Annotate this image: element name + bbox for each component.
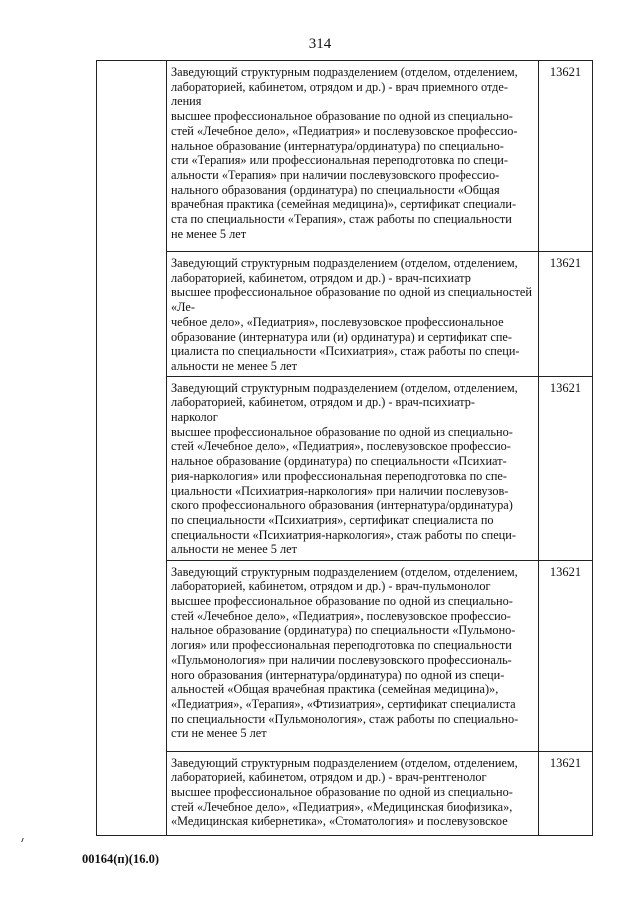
position-code: 13621 <box>549 564 582 579</box>
document-footer-code: 00164(п)(16.0) <box>82 852 159 866</box>
position-code: 13621 <box>549 256 582 270</box>
position-description: Заведующий структурным подразделением (отделом, отделением, лабораторией, кабинетом, отрядом и др.) - врач-психиатр- нарколог высшее профессиональное образование по одной из специально- стей «Лечебное дело», «Педиатрия», послевузовское профессио- нальное образование (ординатура) по специальности «Психиат- рия-наркология» или профессиональная переподготовка по спе- циальности «Психиатрия-наркология» при наличии послевузов- ского профессионального образования (интернатура/ординатура) по специальности «Психиатрия», сертификат специалиста по специальности «Психиатрия-наркология», стаж работы по специ- альности не менее 5 лет <box>171 380 518 557</box>
position-description-cell <box>167 751 539 835</box>
margin-mark <box>21 838 26 842</box>
position-description: Заведующий структурным подразделением (отделом, отделением, лабораторией, кабинетом, отрядом и др.) - врач-пульмонолог высшее профессиональное образование по одной из специально- стей «Лечебное дело», «Педиатрия», послевузовское профессио- нальное образование (ординатура) по специальности «Пульмоно- логия» или профессиональная переподготовка по специальности «Пульмонология» при наличии послевузовского профессиональ- ного образования (интернатура/ординатура) по одной из специ- альностей «Общая врачебная практика (семейная медицина)», «Педиатрия», «Терапия», «Фтизиатрия», сертификат специалиста по специальности «Пульмонология», стаж работы по специально- сти не менее 5 лет <box>171 564 519 741</box>
position-code: 13621 <box>549 65 582 79</box>
position-description-cell <box>167 61 539 252</box>
position-description: Заведующий структурным подразделением (отделом, отделением, лабораторией, кабинетом, отрядом и др.) - врач-психиатр высшее профессиональное образование по одной из специальностей «Ле- чебное дело», «Педиатрия», послевузовское профессиональное образование (интернатура или (и) ординатура) и сертификат спе- циалиста по специальности «Психиатрия», стаж работы по специ- альности не менее 5 лет <box>171 256 532 373</box>
code-cell <box>539 560 593 751</box>
position-code: 13621 <box>549 380 582 395</box>
position-description-cell <box>167 560 539 751</box>
code-cell <box>539 61 593 252</box>
position-description: Заведующий структурным подразделением (отделом, отделением, лабораторией, кабинетом, отрядом и др.) - врач-рентгенолог высшее профессиональное образование по одной из специально- стей «Лечебное дело», «Педиатрия», «Медицинская биофизика», «Медицинская кибернетика», «Стоматология» и послевузовское <box>171 755 518 829</box>
code-cell <box>539 751 593 835</box>
table-row <box>97 61 593 252</box>
empty-cell <box>97 61 167 836</box>
table-row <box>97 376 593 560</box>
position-code: 13621 <box>549 755 582 770</box>
page-number: 314 <box>308 36 332 52</box>
code-cell <box>539 376 593 560</box>
position-description-cell <box>167 252 539 377</box>
position-description-cell <box>167 376 539 560</box>
position-description: Заведующий структурным подразделением (отделом, отделением, лабораторией, кабинетом, отрядом и др.) - врач приемного отде- ления высшее профессиональное образование по одной из специально- стей «Лечебное дело», «Педиатрия» и послевузовское профессио- нальное образование (интернатура/ординатура) по специально- сти «Терапия» или профессиональная переподготовка по специ- альности «Терапия» при наличии послевузовского профессио- нального образования (ординатура) по специальности «Общая врачебная практика (семейная медицина)», сертификат специали- ста по специальности «Терапия», стаж работы по специальности не менее 5 лет <box>171 65 518 241</box>
table-row <box>97 751 593 835</box>
code-cell <box>539 252 593 377</box>
table-row <box>97 560 593 751</box>
table-row <box>97 252 593 377</box>
qualification-table <box>96 60 593 836</box>
